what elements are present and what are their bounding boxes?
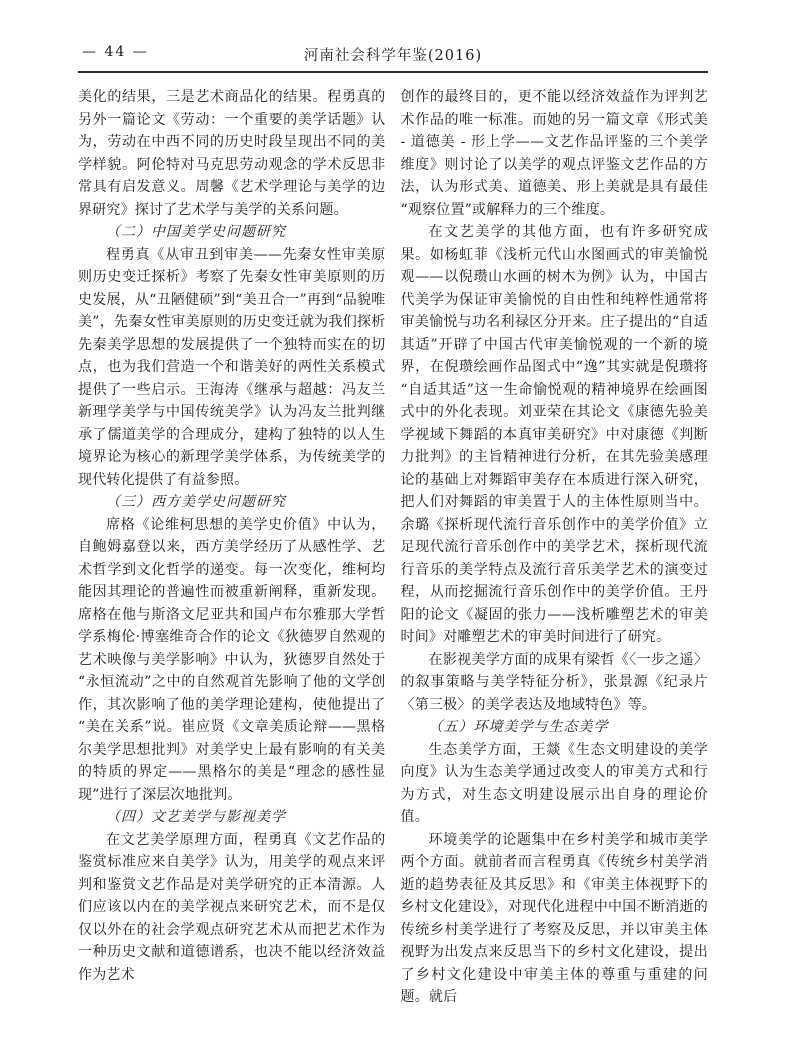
left-column bbox=[78, 86, 386, 1009]
paragraph: 创作的最终目的，更不能以经济效益作为评判艺术作品的唯一标准。而她的另一篇文章《形式美 - 道德美 - 形上学——文艺作品评鉴的三个美学维度》则讨论了以美学的观点评鉴文艺作品的方法，认为形式美、道德美、形上美就是具有最佳“观察位置”或解释力的三个维度。 bbox=[400, 89, 708, 218]
body-columns bbox=[78, 86, 708, 1009]
right-column bbox=[401, 86, 709, 1009]
paragraph: 在影视美学方面的成果有梁哲《〈一步之遥〉的叙事策略与美学特征分析》，张景源《纪录片〈第三极〉的美学表达及地域特色》等。 bbox=[400, 651, 708, 713]
paragraph: 生态美学方面，王燚《生态文明建设的美学向度》认为生态美学通过改变人的审美方式和行为方式，对生态文明建设展示出自身的理论价值。 bbox=[400, 741, 708, 825]
paragraph: 在文艺美学原理方面，程勇真《文艺作品的鉴赏标准应来自美学》认为，用美学的观点来评判和鉴赏文艺作品是对美学研究的正本清源。人们应该以内在的美学视点来研究艺术，而不是仅仅以外在的社会学观点研究艺术从而把艺术作为一种历史文献和道德谱系，也决不能以经济效益作为艺术 bbox=[78, 831, 386, 983]
section-heading: （二）中国美学史问题研究 bbox=[106, 224, 286, 240]
page-header bbox=[78, 42, 708, 70]
running-title: 河南社会科学年鉴(2016) bbox=[303, 48, 483, 64]
paragraph: 程勇真《从审丑到审美——先秦女性审美原则历史变迁探析》考察了先秦女性审美原则的历史发展，从“丑陋健硕”到“美丑合一”再到“品貌唯美”，先秦女性审美原则的历史变迁就为我们探析先秦美学思想的发展提供了一个独特而实在的切点，也为我们营造一个和谐美好的两性关系模式提供了一些启示。王海涛《继承与超越：冯友兰新理学美学与中国传统美学》认为冯友兰批判继承了儒道美学的合理成分，建构了独特的以人生境界论为核心的新理学美学体系，为传统美学的现代转化提供了有益参照。 bbox=[78, 246, 386, 488]
section-heading: （三）西方美学史问题研究 bbox=[106, 494, 286, 510]
section-heading: （五）环境美学与生态美学 bbox=[428, 719, 609, 735]
paragraph: 环境美学的论题集中在乡村美学和城市美学两个方面。就前者而言程勇真《传统乡村美学消逝的趋势表征及其反思》和《审美主体视野下的乡村文化建设》，对现代化进程中中国不断消逝的传统乡村美学进行了考察及反思，并以审美主体视野为出发点来反思当下的乡村文化建设，提出了乡村文化建设中审美主体的尊重与重建的问题。就后 bbox=[400, 831, 708, 1005]
paragraph: 在文艺美学的其他方面，也有许多研究成果。如杨虹菲《浅析元代山水图画式的审美愉悦观——以倪瓒山水画的树木为例》认为，中国古代美学为保证审美愉悦的自由性和纯粹性通常将审美愉悦与功名利禄区分开来。庄子提出的“自适其适”开辟了中国古代审美愉悦观的一个新的境界，在倪瓒绘画作品图式中“逸”其实就是倪瓒将“自适其适”这一生命愉悦观的精神境界在绘画图式中的外化表现。刘亚荣在其论文《康德先验美学视域下舞蹈的本真审美研究》中对康德《判断力批判》的主旨精神进行分析，在其先验美感理论的基础上对舞蹈审美存在本质进行深入研究，把人们对舞蹈的审美置于人的主体性原则当中。余璐《探析现代流行音乐创作中的美学价值》立足现代流行音乐创作中的美学艺术，探析现代流行音乐的美学特点及流行音乐美学艺术的演变过程，从而挖掘流行音乐创作中的美学价值。王丹阳的论文《凝固的张力——浅析雕塑艺术的审美时间》对雕塑艺术的审美时间进行了研究。 bbox=[400, 224, 708, 645]
paragraph: 美化的结果，三是艺术商品化的结果。程勇真的另外一篇论文《劳动：一个重要的美学话题》认为，劳动在中西不同的历史时段呈现出不同的美学样貌。阿伦特对马克思劳动观念的学术反思非常具有启发意义。周馨《艺术学理论与美学的边界研究》探讨了艺术学与美学的关系问题。 bbox=[78, 89, 386, 218]
page-number: — 44 — bbox=[82, 44, 149, 60]
header-rule bbox=[78, 71, 708, 73]
paragraph: 席格《论维柯思想的美学史价值》中认为，自鲍姆嘉登以来，西方美学经历了从感性学、艺术哲学到文化哲学的递变。每一次变化，维柯均能因其理论的普遍性而被重新阐释，重新发现。席格在他与斯洛文尼亚共和国卢布尔雅那大学哲学系梅伦·博塞维奇合作的论文《狄德罗自然观的艺术映像与美学影响》中认为，狄德罗自然处于“永恒流动”之中的自然观首先影响了他的文学创作，其次影响了他的美学理论建构，使他提出了“美在关系”说。崔应贤《文章美质论辩——黑格尔美学思想批判》对美学史上最有影响的有关美的特质的界定——黑格尔的美是“理念的感性显现”进行了深层次地批判。 bbox=[78, 516, 386, 803]
section-heading: （四）文艺美学与影视美学 bbox=[106, 809, 286, 825]
